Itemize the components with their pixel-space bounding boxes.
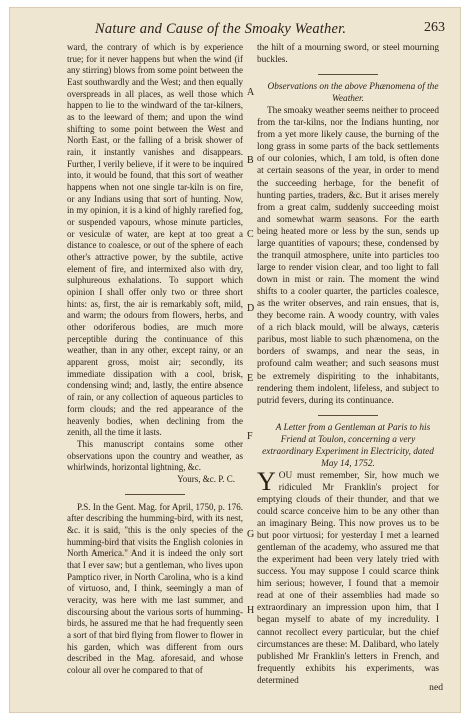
drop-cap: Y [257, 466, 276, 496]
paragraph: This manuscript contains some other observations upon the country and weather, as whirlwinds, horizontal lightning, &c. [67, 438, 243, 473]
margin-letter: B [247, 155, 254, 166]
letter-body [257, 466, 439, 687]
margin-letter: G [247, 529, 255, 540]
letter-text: OU must remember, Sir, how much we ridiculed Mr Franklin's project for emptying clouds of their thunder, and that we could scarce conceive him to be any other than an imaginary Being. This now proves us to be but poor virtuosi; for yesterday I met a learned gentleman of the academy, who assured me that the experiment had been very lately tried with success. You may suppose I could scarce think him serious; however, I found that a memoir read at one of their assemblies had made so extraordinary an impression upon him, that I began myself to abate of my incredulity. I cannot recollect every particular, but the chief circumstances are these: M. Dalibard, who lately published Mr Franklin's letters in French, and frequently exhibits his experiments, was determined [257, 470, 439, 686]
paragraph: ward, the contrary of which is by experience true; for it never happens but when the wind (if any stirring) blows from some point between the East southwardly and the West; and then equally overspreads in all places, as well those which happen to lie to the windward of the tar-kilners, as to the leeward of them; and upon the wind shifting to some point between the West and North East, or the falling of a brisk shower of rain, it instantly vanishes and disappears. Further, I verily believe, if it were to be inquired into, it would be found, that this sort of weather happens when not one single tar-kiln is on fire, or any Indians using that sort of hunting. Now, in my opinion, it is a kind of highly rarefied fog, or suspended vapours, whose minute particles, or vesiculæ of water, are kept at too great a distance to coalesce, or out of the sphere of each other's attractive power, by the subtile, active element of fire, and intermixed also with dry, sulphureous exhalations. To support which opinion I shall offer only two or three short hints: as, first, the air is remarkably soft, mild, and warm; the odours from flowers, herbs, and other odoriferous bodies, are much more perceptible during the continuance of this weather, than in any other, except rainy, or an apparent gross, moist air; secondly, its immediate dissipation with a cool, brisk, condensing wind; and, lastly, the entire absence of rain, or any collection of aqueous particles to form clouds; and the red appearance of the heavenly bodies, when declining from the zenith, all the time it lasts. [67, 42, 243, 438]
margin-letter: D [247, 303, 255, 314]
page-number: 263 [424, 20, 445, 35]
margin-letter: F [247, 431, 253, 442]
page-header [9, 15, 461, 39]
book-page [9, 7, 461, 713]
margin-letter: A [247, 87, 255, 98]
letter-heading: A Letter from a Gentleman at Paris to his Friend at Toulon, concerning a very extraordinary Experiment in Electricity, dated May 14, 1752. [262, 422, 434, 469]
margin-letter: E [247, 373, 254, 384]
margin-letter: C [247, 229, 254, 240]
left-column [67, 42, 243, 677]
running-title: Nature and Cause of the Smoaky Weather. [95, 21, 347, 37]
postscript: P.S. In the Gent. Mag. for April, 1750, p. 176. after describing the humming-bird, with its nest, &c. it is said, "this is the only species of the humming-bird that visits the English colonies in North America." And it is indeed the only sort that I ever saw; but a gentleman, who lives upon Pamptico river, in North Carolina, who is a kind of virtuoso, and, I think, seemingly a man of veracity, was here with me last summer, and discoursing about the various sorts of humming-birds, he assured me that he had frequently seen a sort of that bird flying from flower to flower in his garden, which was different from ours described in the Mag. aforesaid, and whose colour all over he compared to that of [67, 501, 243, 675]
section-divider [318, 415, 378, 416]
right-column [257, 42, 439, 687]
paragraph: The smoaky weather seems neither to proceed from the tar-kilns, nor the Indians hunting, nor from a yet more likely cause, the burning of the long grass in some parts of the back settlements of our colonies, which, I am told, is often done at certain seasons of the year, in order to mend the succeeding herbage, for the benefit of hunting parties, traders, &c. But it arises merely from a great calm, suddenly succeeding moist and somewhat warm seasons. For the earth being heated more or less by the sun, sends up large quantities of vapours; these, condensed by the tranquil atmosphere, unite into particles too large to render vision clear, and too light to fall down in mist or rain. The moment the wind shifts to a cooler quarter, the particles coalesce, as the writer observes, and rain ensues, that is, they become rain. A woody country, with vales of a rich black mould, will be always, cæteris paribus, most liable to such phænomena, on the borders of swamps, and near the seas, in profound calm weather; and such seasons must be extremely dispiriting to the inhabitants, rendering them indolent, lifeless, and subject to putrid fevers, during its continuance. [257, 106, 439, 406]
continuation-text: the hilt of a mourning sword, or steel mourning buckles. [257, 43, 439, 66]
signature: Yours, &c. P. C. [177, 473, 235, 484]
catchword: ned [429, 682, 443, 693]
margin-letter: H [247, 605, 255, 616]
section-divider [125, 494, 185, 495]
observations-heading: Observations on the above Phænomena of the Weather. [267, 82, 439, 105]
section-divider [318, 74, 378, 75]
